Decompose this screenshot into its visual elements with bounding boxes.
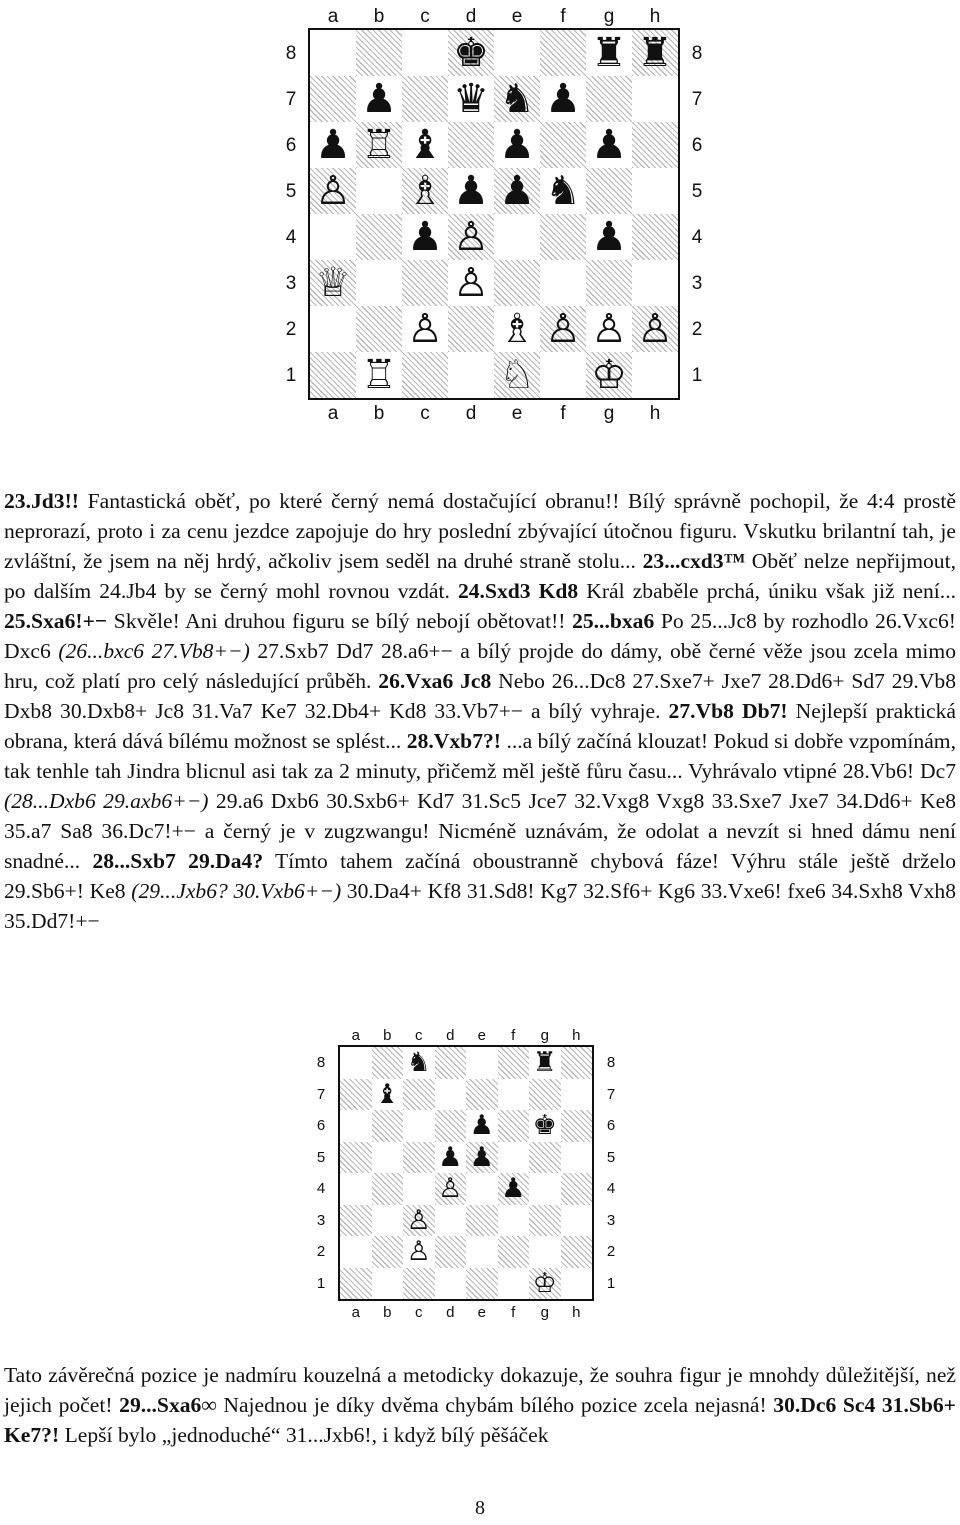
square-e5: [494, 168, 540, 214]
rank-label-3: 3: [606, 1211, 616, 1229]
square-g1: [529, 1268, 561, 1300]
square-d8: [448, 30, 494, 76]
square-c8: [403, 1047, 435, 1079]
piece-d3: ♙: [453, 260, 489, 306]
square-g1: [586, 352, 632, 398]
piece-a5: ♙: [315, 168, 351, 214]
square-g8: [586, 30, 632, 76]
file-label-g: g: [603, 403, 615, 424]
piece-g6: ♟: [591, 122, 627, 168]
chess-diagram-2: [300, 1020, 632, 1352]
file-label-h: h: [572, 1304, 581, 1321]
rank-label-2: 2: [606, 1243, 616, 1261]
piece-b1: ♖: [361, 352, 397, 398]
square-g8: [529, 1047, 561, 1079]
piece-c4: ♟: [407, 214, 443, 260]
piece-e6: ♟: [469, 1110, 494, 1142]
file-label-h: h: [649, 6, 661, 27]
piece-e1: ♘: [499, 352, 535, 398]
piece-b6: ♖: [361, 122, 397, 168]
rank-label-1: 1: [606, 1274, 616, 1292]
rank-label-2: 2: [316, 1243, 326, 1261]
file-label-b: b: [373, 6, 385, 27]
file-label-f: f: [511, 1304, 516, 1321]
rank-label-4: 4: [285, 226, 297, 248]
piece-g6: ♚: [532, 1110, 557, 1142]
rank-label-3: 3: [691, 272, 703, 294]
piece-g8: ♜: [591, 30, 627, 76]
square-f7: [540, 76, 586, 122]
square-h8: [632, 30, 678, 76]
file-label-b: b: [383, 1027, 392, 1044]
square-c5: [402, 168, 448, 214]
file-label-a: a: [327, 403, 339, 424]
piece-h2: ♙: [637, 306, 673, 352]
file-label-d: d: [465, 6, 477, 27]
square-b7: [356, 76, 402, 122]
file-label-e: e: [511, 6, 523, 27]
piece-c6: ♝: [407, 122, 443, 168]
square-e5: [466, 1142, 498, 1174]
piece-d8: ♚: [453, 30, 489, 76]
file-label-f: f: [560, 403, 566, 424]
square-e6: [494, 122, 540, 168]
piece-g8: ♜: [532, 1047, 557, 1079]
square-d4: [435, 1173, 467, 1205]
file-label-c: c: [420, 6, 430, 27]
piece-c8: ♞: [406, 1047, 431, 1079]
rank-label-8: 8: [606, 1054, 616, 1072]
piece-d7: ♛: [453, 76, 489, 122]
piece-c2: ♙: [407, 306, 443, 352]
rank-label-2: 2: [285, 318, 297, 340]
square-c2: [402, 306, 448, 352]
square-g2: [586, 306, 632, 352]
file-label-d: d: [446, 1304, 455, 1321]
page-number: 8: [475, 1497, 485, 1519]
file-label-a: a: [351, 1027, 360, 1044]
square-d4: [448, 214, 494, 260]
piece-d5: ♟: [453, 168, 489, 214]
rank-label-1: 1: [316, 1274, 326, 1292]
game-commentary-paragraph: 23.Jd3!! Fantastická oběť, po které černý nemá dostačující obranu!! Bílý správně pochopil, že 4:4 prostě neprorazí, proto i za cenu jezdce zapojuje do hry poslední zbývající útočnou figuru. Vskutku brilantní tah, je zvláštní, že jsem na něj hrdý, ačkoliv jsem seděl na druhé straně stolu... 23...cxd3™ Oběť nelze nepřijmout, po dalším 24.Jb4 by se černý mohl rovnou vzdát. 24.Sxd3 Kd8 Král zbaběle prchá, úniku však již není... 25.Sxa6!+− Skvěle! Ani druhou figuru se bílý nebojí obětovat!! 25...bxa6 Po 25...Jc8 by rozhodlo 26.Vxc6! Dxc6 (26...bxc6 27.Vb8+−) 27.Sxb7 Dd7 28.a6+− a bílý projde do dámy, obě černé věže jsou zcela mimo hru, což platí pro celý následující průběh. 26.Vxa6 Jc8 Nebo 26...Dc8 27.Sxe7+ Jxe7 28.Dd6+ Sd7 29.Vb8 Dxb8 30.Dxb8+ Jc8 31.Va7 Ke7 32.Db4+ Kd8 33.Vb7+− a bílý vyhraje. 27.Vb8 Db7! Nejlepší praktická obrana, která dává bílému možnost se splést... 28.Vxb7?! ...a bílý začíná klouzat! Pokud si dobře vzpomínám, tak tenhle tah Jindra blicnul asi tak za 2 minuty, přičemž měl ještě fůru času... Vyhrávalo vtipné 28.Vb6! Dc7 (28...Dxb6 29.axb6+−) 29.a6 Dxb6 30.Sxb6+ Kd7 31.Sc5 Jce7 32.Vxg8 Vxg8 33.Sxe7 Jxe7 34.Dd6+ Ke8 35.a7 Sa8 36.Dc7!+− a černý je v zugzwangu! Nicméně uznávám, že odolat a nevzít si hned dámu není snadné... 28...Sxb7 29.Da4? Tímto tahem začíná oboustranně chybová fáze! Výhru stále ještě drželo 29.Sb6+! Ke8 (29...Jxb6? 30.Vxb6+−) 30.Da4+ Kf8 31.Sd8! Kg7 32.Sf6+ Kg6 33.Vxe6! fxe6 34.Sxh8 Vxh8 35.Dd7!+−: [4, 489, 957, 933]
piece-e5: ♟: [469, 1141, 494, 1173]
square-h2: [632, 306, 678, 352]
rank-label-4: 4: [691, 226, 703, 248]
file-label-b: b: [383, 1304, 392, 1321]
rank-label-6: 6: [316, 1117, 326, 1135]
square-b1: [356, 352, 402, 398]
square-d5: [435, 1142, 467, 1174]
piece-a3: ♕: [315, 260, 351, 306]
rank-label-3: 3: [316, 1211, 326, 1229]
square-f5: [540, 168, 586, 214]
file-label-b: b: [373, 403, 385, 424]
piece-b7: ♝: [375, 1078, 400, 1110]
square-e6: [466, 1110, 498, 1142]
piece-c2: ♙: [406, 1236, 431, 1268]
piece-g2: ♙: [591, 306, 627, 352]
square-a3: [310, 260, 356, 306]
rank-label-5: 5: [691, 180, 703, 202]
square-c4: [402, 214, 448, 260]
square-b6: [356, 122, 402, 168]
rank-label-1: 1: [285, 364, 297, 386]
square-f2: [540, 306, 586, 352]
rank-label-6: 6: [691, 134, 703, 156]
rank-label-4: 4: [606, 1180, 616, 1198]
piece-b7: ♟: [361, 76, 397, 122]
file-label-g: g: [540, 1304, 549, 1321]
square-d3: [448, 260, 494, 306]
square-g6: [529, 1110, 561, 1142]
rank-label-7: 7: [691, 88, 703, 110]
file-label-c: c: [415, 1027, 423, 1044]
piece-e6: ♟: [499, 122, 535, 168]
file-label-a: a: [327, 6, 339, 27]
square-c3: [403, 1205, 435, 1237]
piece-d4: ♙: [453, 214, 489, 260]
rank-label-8: 8: [285, 42, 297, 64]
rank-label-8: 8: [316, 1054, 326, 1072]
file-label-h: h: [572, 1027, 581, 1044]
file-label-d: d: [465, 403, 477, 424]
piece-a6: ♟: [315, 122, 351, 168]
square-g4: [586, 214, 632, 260]
piece-g1: ♔: [591, 352, 627, 398]
file-label-g: g: [603, 6, 615, 27]
square-d7: [448, 76, 494, 122]
rank-label-7: 7: [285, 88, 297, 110]
piece-d5: ♟: [438, 1141, 463, 1173]
square-a6: [310, 122, 356, 168]
piece-f2: ♙: [545, 306, 581, 352]
piece-g1: ♔: [532, 1267, 557, 1299]
rank-label-8: 8: [691, 42, 703, 64]
rank-label-2: 2: [691, 318, 703, 340]
piece-f7: ♟: [545, 76, 581, 122]
rank-label-5: 5: [316, 1148, 326, 1166]
chess-diagram-1: [270, 0, 718, 448]
piece-f4: ♟: [501, 1173, 526, 1205]
rank-label-4: 4: [316, 1180, 326, 1198]
piece-h8: ♜: [637, 30, 673, 76]
piece-c5: ♗: [407, 168, 443, 214]
rank-label-1: 1: [691, 364, 703, 386]
square-e1: [494, 352, 540, 398]
square-f4: [498, 1173, 530, 1205]
file-label-c: c: [420, 403, 430, 424]
rank-label-6: 6: [285, 134, 297, 156]
file-label-e: e: [511, 403, 523, 424]
square-e7: [494, 76, 540, 122]
file-label-h: h: [649, 403, 661, 424]
rank-label-5: 5: [285, 180, 297, 202]
piece-e7: ♞: [499, 76, 535, 122]
rank-label-3: 3: [285, 272, 297, 294]
square-b7: [372, 1079, 404, 1111]
file-label-f: f: [511, 1027, 516, 1044]
piece-g4: ♟: [591, 214, 627, 260]
file-label-f: f: [560, 6, 566, 27]
square-a5: [310, 168, 356, 214]
piece-c3: ♙: [406, 1204, 431, 1236]
square-d5: [448, 168, 494, 214]
file-label-c: c: [415, 1304, 423, 1321]
piece-d4: ♙: [438, 1173, 463, 1205]
piece-e2: ♗: [499, 306, 535, 352]
piece-e5: ♟: [499, 168, 535, 214]
rank-label-6: 6: [606, 1117, 616, 1135]
square-e2: [494, 306, 540, 352]
piece-f5: ♞: [545, 168, 581, 214]
square-g6: [586, 122, 632, 168]
rank-label-7: 7: [606, 1085, 616, 1103]
file-label-e: e: [477, 1027, 486, 1044]
square-c2: [403, 1236, 435, 1268]
rank-label-5: 5: [606, 1148, 616, 1166]
rank-label-7: 7: [316, 1085, 326, 1103]
final-position-commentary-paragraph: Tato závěrečná pozice je nadmíru kouzelná a metodicky dokazuje, že souhra figur je mnohdy důležitější, než jejich počet! 29...Sxa6∞ Najednou je díky dvěma chybám bílého pozice zcela nejasná! 30.Dc6 Sc4 31.Sb6+ Ke7?! Lepší bylo „jednoduché“ 31...Jxb6!, i když bílý pěšáček: [4, 1363, 956, 1447]
file-label-g: g: [540, 1027, 549, 1044]
file-label-d: d: [446, 1027, 455, 1044]
square-c6: [402, 122, 448, 168]
file-label-a: a: [351, 1304, 360, 1321]
file-label-e: e: [477, 1304, 486, 1321]
